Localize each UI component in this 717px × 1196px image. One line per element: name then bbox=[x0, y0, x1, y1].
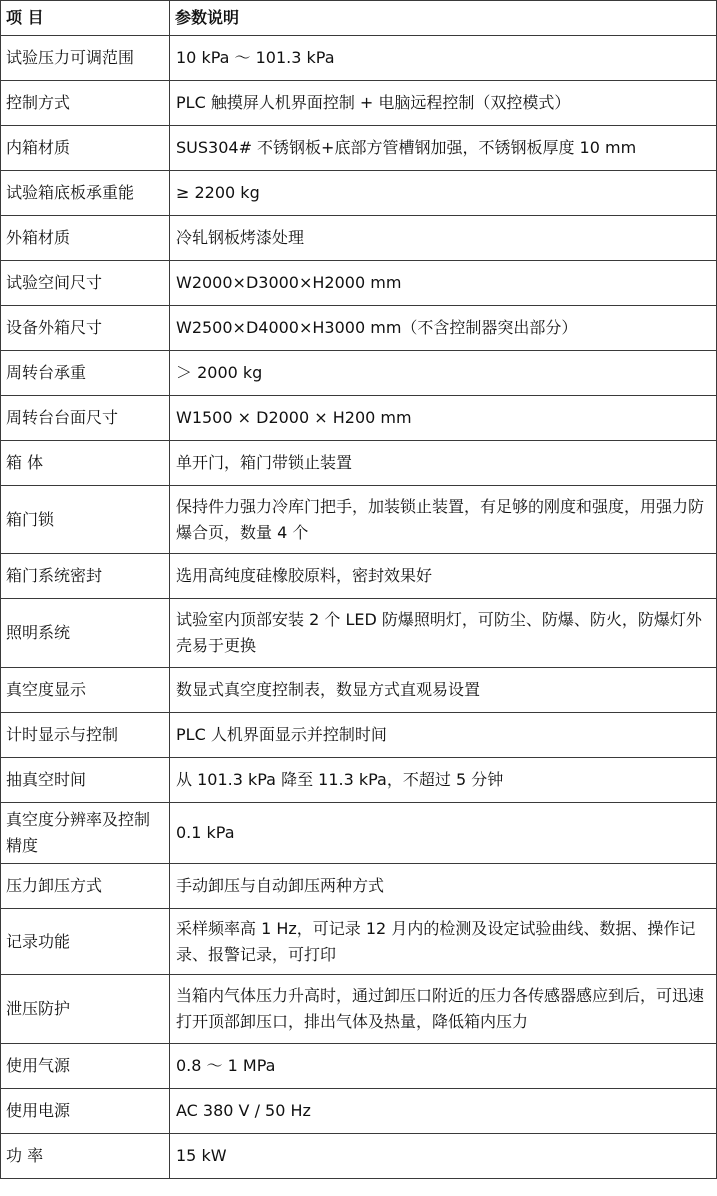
value-cell: W2500×D4000×H3000 mm（不含控制器突出部分） bbox=[170, 306, 717, 351]
table-row bbox=[1, 81, 717, 126]
item-cell: 控制方式 bbox=[1, 81, 170, 126]
table-row bbox=[1, 668, 717, 713]
table-row bbox=[1, 36, 717, 81]
table-body bbox=[1, 36, 717, 1179]
item-cell: 泄压防护 bbox=[1, 975, 170, 1044]
value-cell: 数显式真空度控制表，数显方式直观易设置 bbox=[170, 668, 717, 713]
table-row bbox=[1, 758, 717, 803]
item-cell: 试验空间尺寸 bbox=[1, 261, 170, 306]
header-item: 项 目 bbox=[1, 1, 170, 36]
value-cell: 15 kW bbox=[170, 1134, 717, 1179]
item-cell: 真空度分辨率及控制精度 bbox=[1, 803, 170, 864]
value-cell: ＞ 2000 kg bbox=[170, 351, 717, 396]
value-cell: PLC 触摸屏人机界面控制 + 电脑远程控制（双控模式） bbox=[170, 81, 717, 126]
table-row bbox=[1, 1134, 717, 1179]
table-row bbox=[1, 975, 717, 1044]
value-cell: 试验室内顶部安装 2 个 LED 防爆照明灯，可防尘、防爆、防火，防爆灯外壳易于更换 bbox=[170, 599, 717, 668]
table-row bbox=[1, 486, 717, 554]
value-cell: 当箱内气体压力升高时，通过卸压口附近的压力各传感器感应到后，可迅速打开顶部卸压口，排出气体及热量，降低箱内压力 bbox=[170, 975, 717, 1044]
value-cell: 0.1 kPa bbox=[170, 803, 717, 864]
table-row bbox=[1, 554, 717, 599]
value-cell: W1500 × D2000 × H200 mm bbox=[170, 396, 717, 441]
table-row bbox=[1, 599, 717, 668]
table-row bbox=[1, 441, 717, 486]
item-cell: 使用气源 bbox=[1, 1044, 170, 1089]
item-cell: 真空度显示 bbox=[1, 668, 170, 713]
item-cell: 试验箱底板承重能 bbox=[1, 171, 170, 216]
item-cell: 箱门系统密封 bbox=[1, 554, 170, 599]
value-cell: ≥ 2200 kg bbox=[170, 171, 717, 216]
table-row bbox=[1, 261, 717, 306]
table-row bbox=[1, 351, 717, 396]
value-cell: 10 kPa ～ 101.3 kPa bbox=[170, 36, 717, 81]
item-cell: 抽真空时间 bbox=[1, 758, 170, 803]
table-row bbox=[1, 803, 717, 864]
item-cell: 功 率 bbox=[1, 1134, 170, 1179]
value-cell: 0.8 ～ 1 MPa bbox=[170, 1044, 717, 1089]
value-cell: 保持件力强力冷库门把手，加装锁止装置，有足够的刚度和强度，用强力防爆合页，数量 4 个 bbox=[170, 486, 717, 554]
value-cell: 选用高纯度硅橡胶原料，密封效果好 bbox=[170, 554, 717, 599]
table-row bbox=[1, 306, 717, 351]
value-cell: PLC 人机界面显示并控制时间 bbox=[170, 713, 717, 758]
table-row bbox=[1, 216, 717, 261]
table-row bbox=[1, 1089, 717, 1134]
value-cell: 冷轧钢板烤漆处理 bbox=[170, 216, 717, 261]
item-cell: 内箱材质 bbox=[1, 126, 170, 171]
item-cell: 箱 体 bbox=[1, 441, 170, 486]
item-cell: 试验压力可调范围 bbox=[1, 36, 170, 81]
value-cell: 采样频率高 1 Hz，可记录 12 月内的检测及设定试验曲线、数据、操作记录、报警记录，可打印 bbox=[170, 909, 717, 975]
item-cell: 周转台台面尺寸 bbox=[1, 396, 170, 441]
table-row bbox=[1, 713, 717, 758]
item-cell: 箱门锁 bbox=[1, 486, 170, 554]
table-row bbox=[1, 396, 717, 441]
table-row bbox=[1, 126, 717, 171]
value-cell: W2000×D3000×H2000 mm bbox=[170, 261, 717, 306]
item-cell: 使用电源 bbox=[1, 1089, 170, 1134]
table-row bbox=[1, 864, 717, 909]
item-cell: 压力卸压方式 bbox=[1, 864, 170, 909]
value-cell: 手动卸压与自动卸压两种方式 bbox=[170, 864, 717, 909]
table-header-row bbox=[1, 1, 717, 36]
item-cell: 周转台承重 bbox=[1, 351, 170, 396]
item-cell: 记录功能 bbox=[1, 909, 170, 975]
header-description: 参数说明 bbox=[170, 1, 717, 36]
item-cell: 照明系统 bbox=[1, 599, 170, 668]
item-cell: 计时显示与控制 bbox=[1, 713, 170, 758]
item-cell: 外箱材质 bbox=[1, 216, 170, 261]
table-row bbox=[1, 1044, 717, 1089]
table-row bbox=[1, 909, 717, 975]
item-cell: 设备外箱尺寸 bbox=[1, 306, 170, 351]
value-cell: 单开门，箱门带锁止装置 bbox=[170, 441, 717, 486]
table-row bbox=[1, 171, 717, 216]
value-cell: SUS304# 不锈钢板+底部方管槽钢加强，不锈钢板厚度 10 mm bbox=[170, 126, 717, 171]
value-cell: AC 380 V / 50 Hz bbox=[170, 1089, 717, 1134]
value-cell: 从 101.3 kPa 降至 11.3 kPa，不超过 5 分钟 bbox=[170, 758, 717, 803]
